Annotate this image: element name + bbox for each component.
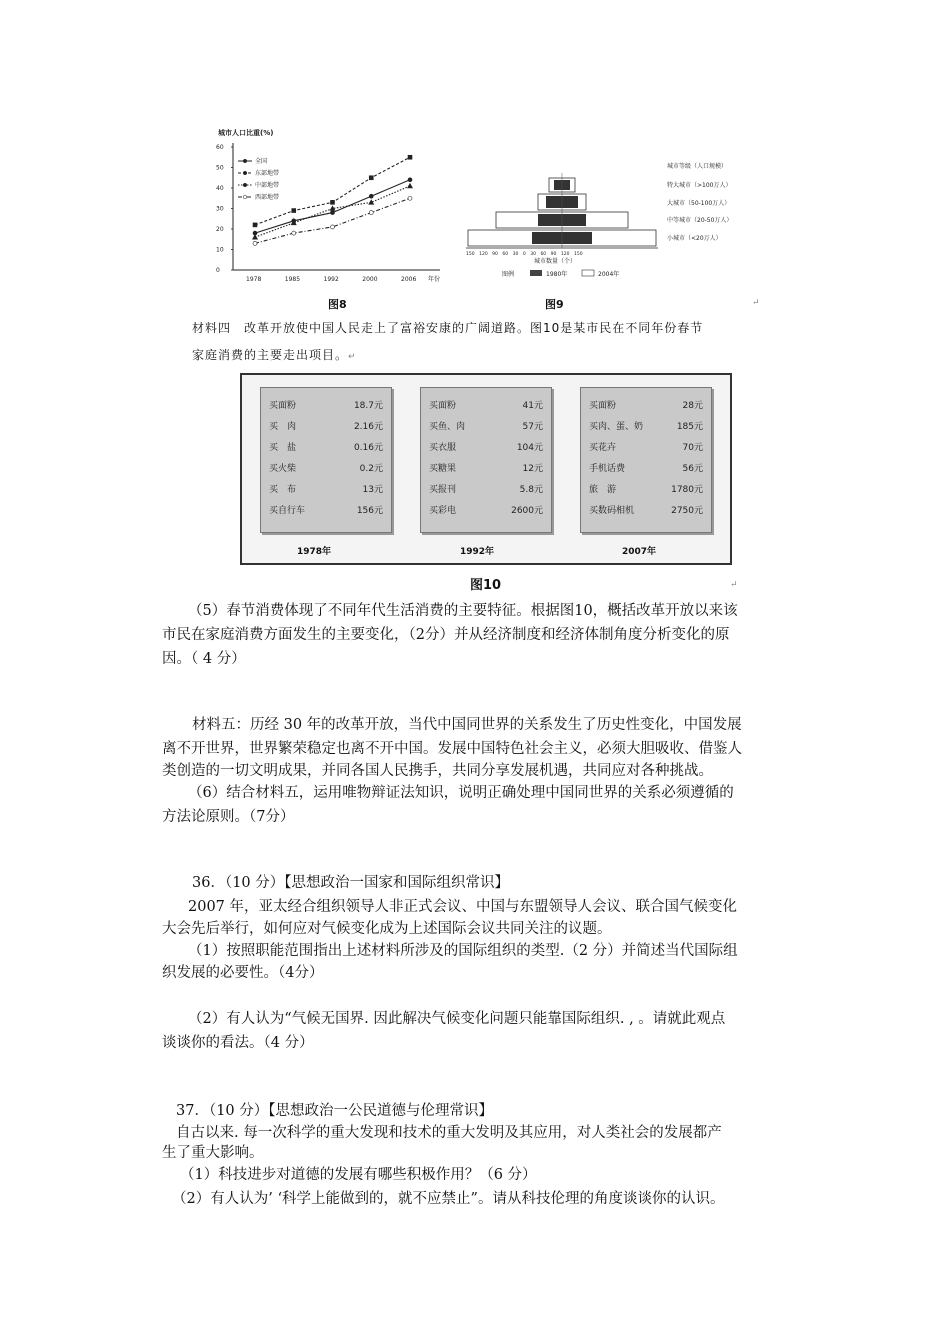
data-point [408,178,412,182]
card-1978-year: 1978年 [297,547,332,557]
fig9-level-3: 中等城市（20-50万人） [667,217,733,224]
expense-amount: 156元 [356,506,383,516]
expense-row [589,461,703,479]
expense-item: 买面粉 [429,401,457,411]
expense-row [269,398,383,416]
card-2007-year: 2007年 [622,547,657,557]
legend-entry: 东部地带 [255,170,280,177]
expense-row [589,419,703,437]
fig9-legend-2004: 2004年 [598,271,620,278]
expense-amount: 12元 [522,464,543,474]
q36-body-1: 2007 年，亚太经合组织领导人非正式会议、中国与东盟领导人会议、联合国气候变化 [188,899,738,915]
expense-amount: 18.7元 [353,401,383,411]
data-point [253,223,257,227]
q36-title: 36．（10 分）【思想政治一国家和国际组织常识】 [192,875,510,891]
data-point [408,196,412,200]
q5-line2: 市民在家庭消费方面发生的主要变化，（2分）并从经济制度和经济体制角度分析变化的原 [162,627,730,643]
expense-row [269,461,383,479]
series-line-3 [255,198,410,243]
y-tick-label: 50 [216,164,224,172]
legend-entry: 西部地带 [255,194,280,201]
expense-amount: 5.8元 [519,485,543,495]
data-point [369,194,373,198]
material-4-line2: 家庭消费的主要走出项目。↵ [192,348,357,362]
x-tick-label: 2000 [362,276,378,283]
expense-item: 买火柴 [269,464,297,474]
q36-p2-line2: 谈谈你的看法。（4 分） [162,1035,314,1051]
expense-row [269,440,383,458]
fig9-xlabel: 城市数量（个） [534,258,577,265]
expense-row [429,440,543,458]
legend-entry: 全国 [255,158,268,165]
q37-title: 37．（10 分）【思想政治一公民道德与伦理常识】 [176,1103,494,1119]
y-tick-label: 0 [216,267,220,274]
expense-row [589,503,703,521]
expense-item: 买鱼、肉 [429,422,466,432]
x-tick-label: 1992 [323,276,339,283]
q37-body-1: 自古以来. 每一次科学的重大发现和技术的重大发明及其应用，对人类社会的发展都产 [176,1125,722,1141]
expense-item: 买报刊 [429,485,457,495]
y-tick-label: 60 [216,144,224,151]
data-point [253,235,258,240]
figure-10-caption: 图10 [470,578,502,593]
expense-row [589,482,703,500]
q6-line1: （6）结合材料五，运用唯物辩证法知识，说明正确处理中国同世界的关系必须遵循的 [188,785,734,801]
fig9-level-4: 小城市（<20万人） [667,235,722,242]
figure-9-chart [462,158,767,283]
expense-item: 买面粉 [269,401,297,411]
expense-amount: 0.2元 [359,464,383,474]
expense-amount: 2600元 [511,506,543,516]
q36-p2-line1: （2）有人认为“气候无国界. 因此解决气候变化问题只能靠国际组织. , 。请就此观点 [188,1011,726,1027]
q36-body-2: 大会先后举行，如何应对气候变化成为上述国际会议共同关注的议题。 [162,921,612,937]
expense-row [269,503,383,521]
expense-item: 买彩电 [429,506,457,516]
q37-p1: （1）科技进步对道德的发展有哪些积极作用？（6 分） [180,1167,537,1183]
expense-row [429,398,543,416]
expense-item: 买糖果 [429,464,457,474]
data-point [408,155,412,159]
expense-amount: 104元 [516,443,543,453]
expense-item: 买衣服 [429,443,457,453]
expense-item: 买自行车 [269,506,306,516]
q36-p1-line1: （1）按照职能范围指出上述材料所涉及的国际组织的类型.（2 分）并简述当代国际组 [188,943,738,959]
expense-item: 买肉、蛋、奶 [589,422,644,432]
expense-item: 买 布 [269,485,297,495]
expense-row [589,440,703,458]
card-1978 [260,387,392,533]
expense-item: 手机话费 [589,464,626,474]
legend-entry: 中部地带 [255,182,280,189]
expense-amount: 41元 [522,401,543,411]
x-tick-label: 1985 [284,276,301,283]
expense-item: 买面粉 [589,401,617,411]
q5-line1: （5）春节消费体现了不同年代生活消费的主要特征。根据图10，概括改革开放以来该 [188,603,738,619]
data-point [369,176,373,180]
x-tick-label: 1978 [246,276,262,283]
card-1992 [420,387,552,533]
expense-amount: 56元 [682,464,703,474]
expense-row [269,419,383,437]
expense-row [589,398,703,416]
data-point [253,241,257,245]
expense-row [429,419,543,437]
material-5-line1: 材料五：历经 30 年的改革开放，当代中国同世界的关系发生了历史性变化，中国发展 [192,717,742,733]
fig9-level-1: 特大城市（>100万人） [667,182,732,189]
expense-item: 买数码相机 [589,506,635,516]
expense-amount: 2750元 [671,506,703,516]
y-tick-label: 10 [216,246,224,254]
expense-amount: 13元 [362,485,383,495]
q37-p2: （2）有人认为’ ‘科学上能做到的，就不应禁止”。请从科技伦理的角度谈谈你的认识。 [172,1191,725,1207]
figure-9-caption: 图9 [545,298,564,311]
q37-body-2: 生了重大影响。 [162,1145,264,1161]
fig9-legend-title: 城市等级（人口规模） [667,163,728,170]
figure-8-chart [200,125,460,290]
q6-line2: 方法论原则。（7分） [162,809,295,825]
expense-amount: 70元 [682,443,703,453]
expense-row [269,482,383,500]
expense-amount: 1780元 [671,485,703,495]
data-point [292,209,296,213]
expense-row [429,482,543,500]
card-1992-year: 1992年 [460,547,495,557]
y-tick-label: 20 [216,226,224,233]
data-point [292,231,296,235]
expense-amount: 57元 [522,422,543,432]
material-5-line3: 类创造的一切文明成果，并同各国人民携手，共同分享发展机遇，共同应对各种挑战。 [162,763,713,779]
fig9-level-2: 大城市（50-100万人） [667,200,731,207]
expense-item: 买 肉 [269,422,297,432]
expense-amount: 0.16元 [353,443,383,453]
y-tick-label: 40 [216,185,224,192]
expense-row [429,461,543,479]
material-5-line2: 离不开世界，世界繁荣稳定也离不开中国。发展中国特色社会主义，必须大胆吸收、借鉴人 [162,741,742,757]
chart-x-unit: 年份 [428,276,441,283]
expense-amount: 28元 [682,401,703,411]
expense-row [429,503,543,521]
q36-p1-line2: 织发展的必要性。（4分） [162,965,324,981]
svg-text:150 120 90 60 30 0 30 60 90 12: 150 120 90 60 30 0 30 60 90 120 150 [466,252,583,257]
expense-item: 买花卉 [589,443,617,453]
data-point [331,200,335,204]
expense-amount: 185元 [676,422,703,432]
figure-8-caption: 图8 [328,298,347,311]
card-2007 [580,387,712,533]
data-point [408,183,413,188]
fig9-legend-label: 图例 [502,271,515,278]
data-point [331,225,335,229]
data-point [369,211,373,215]
expense-item: 旅 游 [589,485,617,495]
q5-line3: 因。（ 4 分） [162,651,246,667]
figure-10-frame [240,373,732,565]
fig9-legend-1980: 1980年 [546,271,568,278]
material-4-line1: 材料四 改革开放使中国人民走上了富裕安康的广阔道路。图10是某市民在不同年份春节 [192,321,704,335]
data-point [331,211,335,215]
x-tick-label: 2006 [401,276,417,283]
expense-amount: 2.16元 [353,422,383,432]
y-tick-label: 30 [216,205,224,213]
expense-item: 买 盐 [269,443,297,453]
chart-y-title: 城市人口比重(%) [218,129,274,137]
